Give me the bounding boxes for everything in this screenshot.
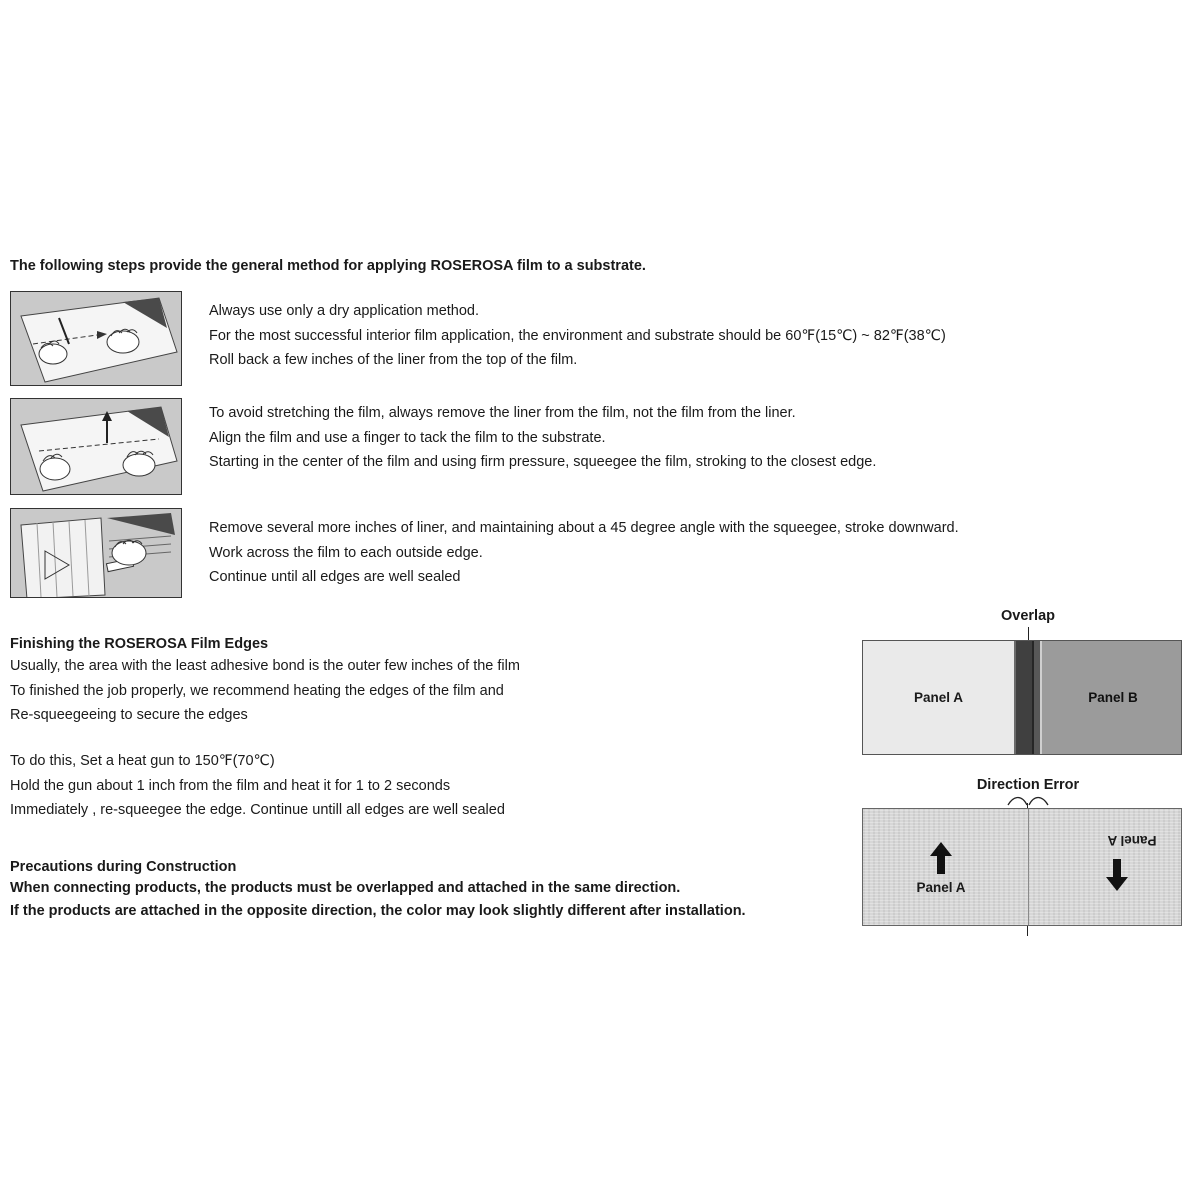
instruction-line: Starting in the center of the film and using firm pressure, squeegee the film, stroking to the closest edge. xyxy=(209,454,877,470)
instruction-line: Immediately , re-squeegee the edge. Continue untill all edges are well sealed xyxy=(10,802,505,818)
step1-illustration xyxy=(10,291,182,386)
brace-icon xyxy=(1006,794,1050,806)
direction-panel-a-label: Panel A xyxy=(916,880,966,895)
finishing-heading: Finishing the ROSEROSA Film Edges xyxy=(10,636,269,652)
overlap-pointer-line xyxy=(1028,627,1029,640)
step2-text xyxy=(209,401,1179,475)
step3-illustration xyxy=(10,508,182,598)
instruction-line: Re-squeegeeing to secure the edges xyxy=(10,707,248,723)
instruction-line: Continue until all edges are well sealed xyxy=(209,569,461,585)
overlap-panel-b xyxy=(1045,641,1181,754)
instruction-line: Always use only a dry application method. xyxy=(209,303,480,319)
step3-text xyxy=(209,516,1179,590)
direction-error-diagram xyxy=(862,808,1182,926)
panel-b-label: Panel B xyxy=(1088,690,1138,705)
instruction-line: For the most successful interior film application, the environment and substrate should be 60℉(15℃) ~ 82℉(38℃) xyxy=(209,327,946,344)
instruction-line: To finished the job properly, we recommend heating the edges of the film and xyxy=(10,682,504,699)
instruction-line: Remove several more inches of liner, and maintaining about a 45 degree angle with the squeegee, stroke downward. xyxy=(209,520,959,536)
step2-illustration xyxy=(10,398,182,495)
instruction-line: Align the film and use a finger to tack the film to the substrate. xyxy=(209,429,606,446)
squeegee-illustration-icon xyxy=(11,509,182,598)
peel-liner-illustration-icon xyxy=(11,292,182,386)
direction-pointer-line-bottom xyxy=(1027,926,1028,936)
precautions-text xyxy=(10,877,840,923)
overlap-label: Overlap xyxy=(1001,608,1055,624)
overlap-panel-a xyxy=(863,641,1014,754)
finishing-text xyxy=(10,654,770,728)
arrow-up-icon xyxy=(930,842,952,874)
heat-gun-text xyxy=(10,749,770,823)
instruction-line: If the products are attached in the opposite direction, the color may look slightly different after installation. xyxy=(10,903,746,919)
panel-a-label: Panel A xyxy=(913,690,964,705)
direction-panel-a-flipped-label: Panel A xyxy=(1107,833,1157,848)
arrow-down-icon xyxy=(1106,859,1128,891)
intro-title: The following steps provide the general method for applying ROSEROSA film to a substrate. xyxy=(10,258,646,274)
instruction-line: When connecting products, the products must be overlapped and attached in the same direction. xyxy=(10,880,681,896)
instruction-line: Usually, the area with the least adhesive bond is the outer few inches of the film xyxy=(10,658,520,674)
precautions-heading: Precautions during Construction xyxy=(10,859,237,875)
instruction-line: To avoid stretching the film, always remove the liner from the film, not the film from the liner. xyxy=(209,405,796,421)
instruction-line: Work across the film to each outside edge. xyxy=(209,544,483,561)
overlap-diagram xyxy=(862,640,1182,755)
step1-text xyxy=(209,299,1179,373)
instruction-line: Hold the gun about 1 inch from the film and heat it for 1 to 2 seconds xyxy=(10,777,451,794)
direction-error-label: Direction Error xyxy=(976,777,1080,793)
tack-film-illustration-icon xyxy=(11,399,182,495)
overlap-seam-band xyxy=(1014,641,1045,754)
instruction-line: Roll back a few inches of the liner from the top of the film. xyxy=(209,352,578,368)
instruction-line: To do this, Set a heat gun to 150℉(70℃) xyxy=(10,753,275,769)
panel-seam-line xyxy=(1028,809,1029,925)
